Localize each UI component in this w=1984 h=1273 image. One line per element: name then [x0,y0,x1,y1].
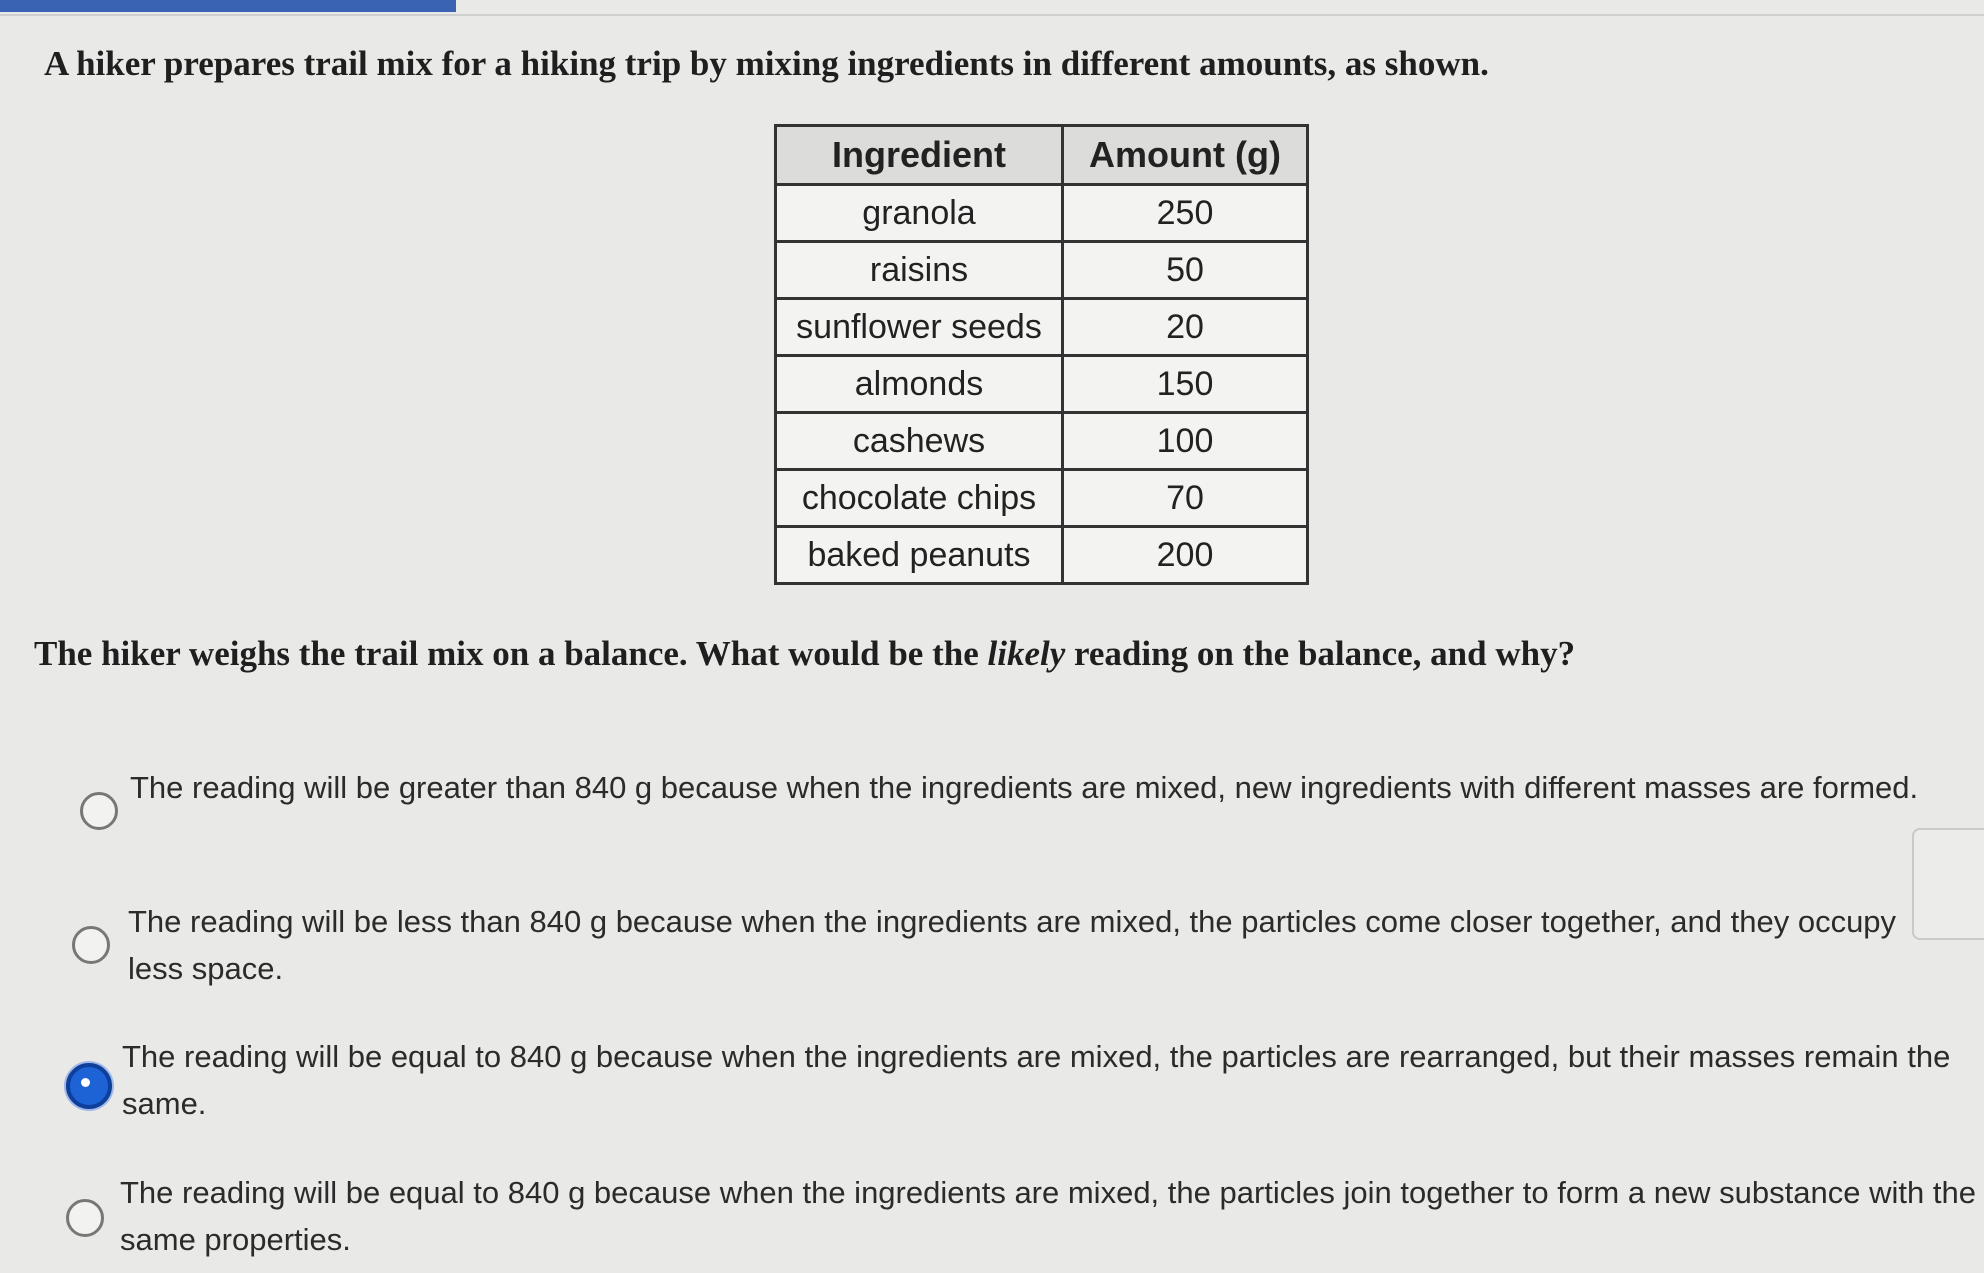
radio-button-a[interactable] [80,792,118,830]
table-row [776,413,1308,470]
answer-choice-c[interactable] [60,1033,1980,1137]
answer-choice-d[interactable] [60,1169,1980,1273]
table-cell-amount: 250 [1063,185,1308,242]
table-row [776,470,1308,527]
progress-bar-fill [0,0,456,12]
table-header-amount: Amount (g) [1063,126,1308,185]
table-header-ingredient: Ingredient [776,126,1063,185]
side-panel-tab[interactable] [1912,828,1984,940]
table-cell-ingredient: sunflower seeds [776,299,1063,356]
table-row [776,242,1308,299]
prompt-text-end: reading on the balance, and why? [1065,634,1576,673]
table-cell-ingredient: raisins [776,242,1063,299]
table-row [776,527,1308,584]
prompt-text-start: The hiker weighs the trail mix on a balance. What would be the [34,634,988,673]
table-row [776,185,1308,242]
table-cell-amount: 70 [1063,470,1308,527]
choice-text-a[interactable]: The reading will be greater than 840 g because when the ingredients are mixed, new ingredients with different masses are formed. [130,770,1919,805]
question-prompt [34,634,1575,674]
table-row [776,356,1308,413]
table-cell-ingredient: cashews [776,413,1063,470]
radio-button-b[interactable] [72,926,110,964]
radio-button-c[interactable] [66,1063,112,1109]
choice-text-c[interactable]: The reading will be equal to 840 g because when the ingredients are mixed, the particles are rearranged, but their masses remain the same. [122,1039,1951,1121]
table-cell-ingredient: baked peanuts [776,527,1063,584]
ingredients-table [774,124,1309,585]
question-stem: A hiker prepares trail mix for a hiking trip by mixing ingredients in different amounts, as shown. [44,44,1489,83]
table-cell-ingredient: granola [776,185,1063,242]
progress-bar [0,0,1984,16]
table-cell-ingredient: chocolate chips [776,470,1063,527]
table-header-row [776,126,1308,185]
choice-text-d[interactable]: The reading will be equal to 840 g because when the ingredients are mixed, the particles join together to form a new substance with the same properties. [120,1175,1976,1257]
table-cell-amount: 100 [1063,413,1308,470]
prompt-emphasis: likely [987,634,1066,673]
radio-button-d[interactable] [66,1199,104,1237]
table-cell-amount: 200 [1063,527,1308,584]
table-cell-amount: 50 [1063,242,1308,299]
table-row [776,299,1308,356]
choice-text-b[interactable]: The reading will be less than 840 g because when the ingredients are mixed, the particles come closer together, and they occupy less space. [128,904,1897,986]
answer-choice-a[interactable] [60,764,1980,868]
answer-choice-b[interactable] [60,898,1980,1002]
table-cell-amount: 150 [1063,356,1308,413]
table-cell-amount: 20 [1063,299,1308,356]
table-cell-ingredient: almonds [776,356,1063,413]
